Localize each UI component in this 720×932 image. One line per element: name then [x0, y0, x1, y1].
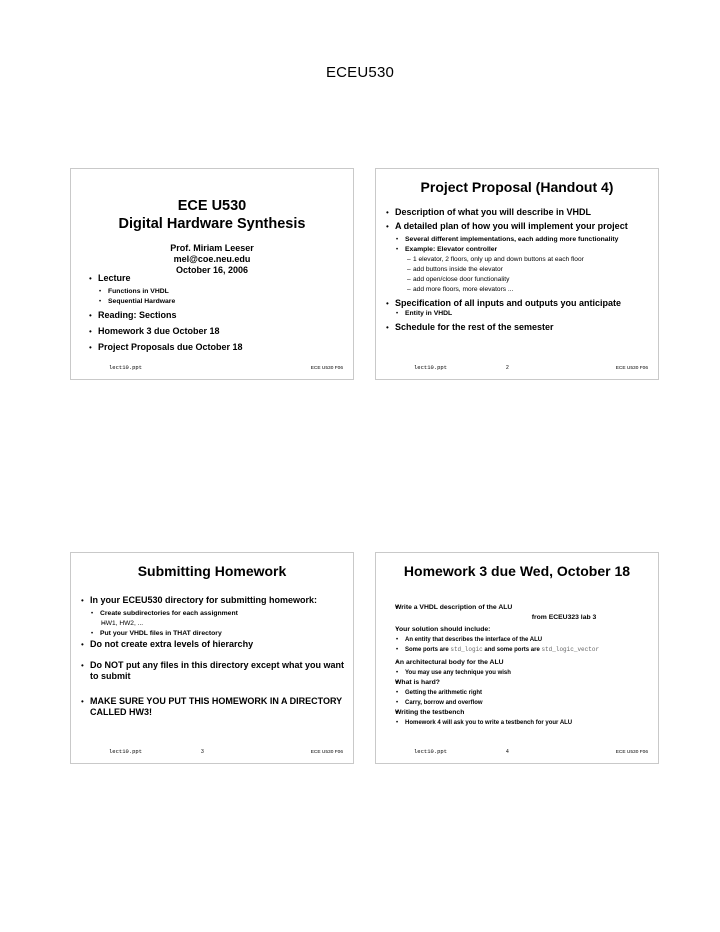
dash-item: – HW1, HW2, ... — [81, 619, 347, 629]
slide-footer — [376, 363, 658, 371]
text: Some ports are — [405, 647, 451, 653]
sub-bullet: • Create subdirectories for each assignment — [81, 609, 347, 619]
sub-bullet: • Put your VHDL files in THAT directory — [81, 629, 347, 639]
footer-file: lect10.ppt — [109, 748, 143, 755]
bullet-homework: • Homework 3 due October 18 — [89, 326, 345, 337]
bullet-lecture: • Lecture — [89, 273, 345, 284]
slide-content — [89, 273, 345, 353]
lecture-date: October 16, 2006 — [175, 265, 249, 275]
sub-bullet: • Entity in VHDL — [386, 309, 652, 319]
slide-footer — [376, 747, 658, 755]
title-line-2: Digital Hardware Synthesis — [118, 216, 306, 232]
author-block — [71, 243, 353, 276]
bullet: • MAKE SURE YOU PUT THIS HOMEWORK IN A DIRECTORY CALLED HW3! — [81, 696, 347, 718]
slide-2 — [375, 168, 659, 380]
sub-bullet: • An entity that describes the interface of the ALU — [386, 635, 652, 645]
slide-4 — [375, 552, 659, 764]
footer-course: ECE U530 F06 — [310, 750, 343, 755]
bullet: • Description of what you will describe in VHDL — [386, 207, 652, 218]
footer-course: ECE U530 F06 — [615, 750, 648, 755]
author-email: mel@coe.neu.edu — [173, 254, 251, 264]
bullet-continuation: from ECEU323 lab 3 — [531, 614, 597, 621]
dash-item: – add more floors, more elevators ... — [386, 285, 652, 295]
footer-slide-number: 3 — [201, 749, 204, 755]
sub-bullet: • Carry, borrow and overflow — [386, 698, 652, 708]
slide-3 — [70, 552, 354, 764]
sub-bullet: • Getting the arithmetic right — [386, 688, 652, 698]
footer-file: lect10.ppt — [414, 364, 448, 371]
sub-bullet: • Homework 4 will ask you to write a testbench for your ALU — [386, 718, 652, 728]
slide-content — [81, 595, 347, 718]
dash-item: – 1 elevator, 2 floors, only up and down buttons at each floor — [386, 255, 652, 265]
slide-footer — [71, 747, 353, 755]
bullet-reading: • Reading: Sections — [89, 310, 345, 321]
footer-file: lect10.ppt — [109, 364, 143, 371]
sub-bullet — [386, 645, 652, 655]
code-std-logic-vector: std_logic_vector — [541, 646, 600, 653]
bullet: • Do not create extra levels of hierarchy — [81, 639, 347, 650]
slide-title: Project Proposal (Handout 4) — [420, 179, 614, 195]
sub-bullet: • You may use any technique you wish — [386, 668, 652, 678]
dash-item: – add buttons inside the elevator — [386, 265, 652, 275]
bullet: • Do NOT put any files in this directory except what you want to submit — [81, 660, 347, 682]
bullet: • A detailed plan of how you will implement your project — [386, 221, 652, 232]
slide-content — [386, 603, 652, 728]
bullet: • Specification of all inputs and outputs you anticipate — [386, 298, 652, 309]
slide-title — [71, 197, 353, 233]
sub-bullet: • Sequential Hardware — [89, 297, 345, 307]
slide-title: Submitting Homework — [137, 563, 287, 579]
page-header: ECEU530 — [325, 64, 395, 81]
slide-title: Homework 3 due Wed, October 18 — [403, 563, 631, 579]
bullet: • In your ECEU530 directory for submitting homework: — [81, 595, 347, 606]
bullet-proposals: • Project Proposals due October 18 — [89, 342, 345, 353]
bullet: • What is hard? — [386, 678, 652, 688]
footer-course: ECE U530 F06 — [310, 366, 343, 371]
sub-bullet: • Example: Elevator controller — [386, 245, 652, 255]
slide-footer — [71, 363, 353, 371]
bullet-text: Write a VHDL description of the ALU — [395, 604, 513, 611]
bullet: • Schedule for the rest of the semester — [386, 322, 652, 333]
bullet — [386, 603, 652, 613]
footer-slide-number: 4 — [506, 749, 509, 755]
bullet: • Writing the testbench — [386, 708, 652, 718]
code-std-logic: std_logic — [450, 646, 483, 653]
text: and some ports are — [482, 647, 542, 653]
footer-file: lect10.ppt — [414, 748, 448, 755]
title-line-1: ECE U530 — [177, 198, 247, 214]
slide-content — [386, 207, 652, 333]
footer-slide-number: 2 — [506, 365, 509, 371]
dash-item: – add open/close door functionality — [386, 275, 652, 285]
bullet: • An architectural body for the ALU — [386, 658, 652, 668]
sub-bullet: • Several different implementations, each adding more functionality — [386, 235, 652, 245]
footer-course: ECE U530 F06 — [615, 366, 648, 371]
bullet: • Your solution should include: — [386, 625, 652, 635]
sub-bullet: • Functions in VHDL — [89, 287, 345, 297]
slide-1 — [70, 168, 354, 380]
author-name: Prof. Miriam Leeser — [170, 243, 254, 253]
